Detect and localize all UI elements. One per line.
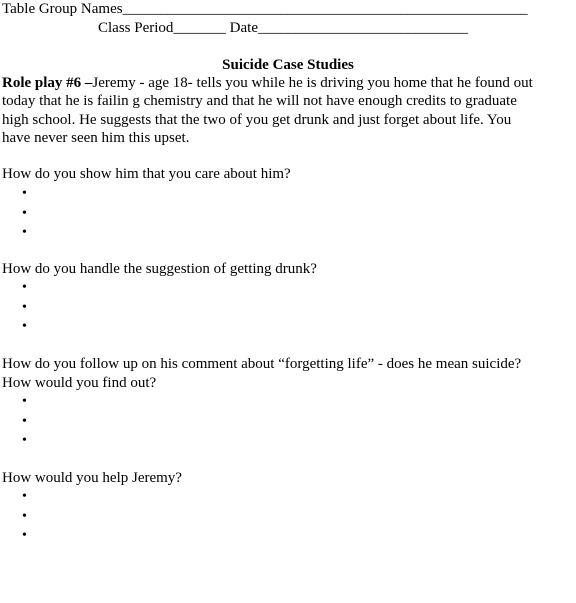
bullet-icon: • (22, 280, 27, 295)
bullet-icon: • (22, 205, 27, 221)
answer-list-1 (22, 184, 27, 243)
answer-list-4 (22, 487, 27, 546)
date-blank: ____________________________ (258, 20, 468, 36)
roleplay-text: Jeremy - age 18- tells you while he is driving you home that he found out today that he is failin g chemistry and that he will not have enough credits to graduate high school. He suggests that the two of you get drunk and just forget about life. You have never seen him this upset. (2, 75, 533, 146)
roleplay-paragraph (2, 74, 542, 147)
question-4: How would you help Jeremy? (2, 470, 182, 486)
date-label: Date (229, 20, 258, 36)
answer-list-3 (22, 392, 27, 451)
class-period-label: Class Period (98, 20, 174, 36)
question-3: How do you follow up on his comment about “forgetting life” - does he mean suicide? (2, 356, 522, 372)
class-period-date-field (98, 19, 468, 37)
group-names-blank: ______________________________________________________ (122, 1, 528, 17)
bullet-icon: • (22, 489, 27, 504)
roleplay-label: Role play #6 (2, 75, 82, 91)
bullet-icon: • (22, 508, 27, 524)
group-names-field (2, 0, 528, 18)
bullet-icon: • (22, 413, 27, 429)
bullet-icon: • (22, 299, 27, 315)
question-2: How do you handle the suggestion of getting drunk? (2, 261, 317, 277)
group-names-label: Table Group Names (2, 1, 123, 17)
page-title: Suicide Case Studies (222, 57, 354, 73)
bullet-icon: • (22, 528, 27, 543)
answer-list-2 (22, 278, 27, 337)
bullet-icon: • (22, 186, 27, 201)
bullet-icon: • (22, 433, 27, 448)
roleplay-dash: – (81, 75, 93, 91)
bullet-icon: • (22, 319, 27, 334)
question-1: How do you show him that you care about him? (2, 166, 291, 182)
class-period-blank: _______ (173, 20, 226, 36)
question-3-line-2: How would you find out? (2, 375, 157, 391)
bullet-icon: • (22, 394, 27, 409)
bullet-icon: • (22, 225, 27, 240)
